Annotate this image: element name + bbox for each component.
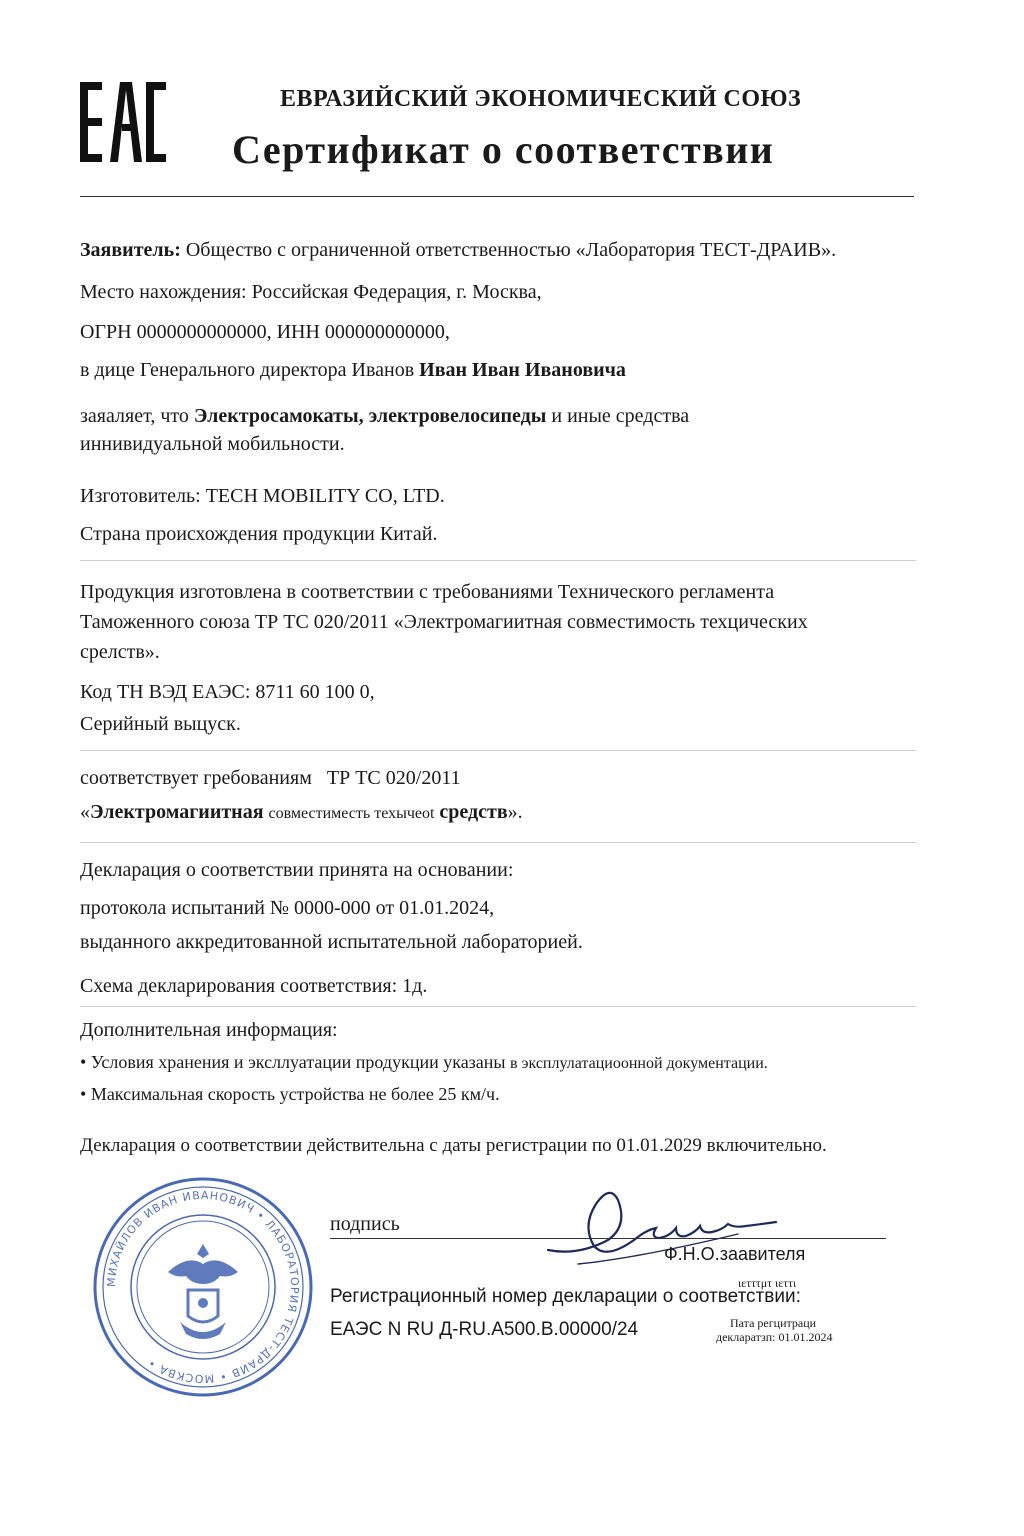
representative-line	[80, 358, 626, 382]
applicant-value: Общество с ограниченной ответственностью «Лаборатория ТЕСТ-ДРАИВ».	[185, 239, 837, 261]
declares-line	[80, 404, 689, 428]
manufacturer-label: Изготовитель:	[80, 485, 201, 507]
reg-date-value: декларатзп: 01.01.2024	[716, 1330, 833, 1344]
signature-label: подпись	[330, 1213, 400, 1235]
conforms-line	[80, 766, 461, 790]
conforms-regulation: ТР ТС 020/2011	[326, 767, 461, 789]
document-title: Сертификат о соответствии	[232, 127, 775, 172]
manufacturer-line	[80, 484, 445, 508]
conforms-regulation-title	[80, 800, 523, 826]
additional-item-text-2: в эксплулатациоонной документации.	[510, 1055, 768, 1072]
additional-heading: Дополнительная информация:	[80, 1019, 338, 1041]
additional-item-text: Условия хранения и эксллуатации продукции указаны	[90, 1052, 506, 1072]
section-divider	[80, 750, 916, 751]
title-divider	[80, 196, 914, 197]
location-label: Место нахождения:	[80, 281, 247, 303]
union-heading: ЕВРАЗИЙСКИЙ ЭКОНОМИЧЕСКИЙ СОЮЗ	[280, 86, 802, 112]
origin-country: Страна происхождения продукции Китай.	[80, 523, 438, 545]
applicant-label: Заявитель:	[80, 239, 181, 261]
production-line-3: срелств».	[80, 641, 160, 663]
representative-name: Иван Иван Ивановича	[419, 359, 626, 381]
reg-small-print: ιετττμτ ιεττι	[738, 1276, 797, 1290]
validity-statement: Декларация о соответствии действительна с даты регистрации по 01.01.2029 включительно.	[80, 1135, 827, 1156]
regulation-title-mid: совместиместь техычеоt	[268, 805, 435, 822]
quote-close: ».	[507, 801, 523, 823]
declaration-scheme: Схема декларирования соответствия: 1д.	[80, 975, 428, 997]
manufacturer-value: TECH MOBILITY CO, LTD.	[205, 485, 445, 507]
additional-item-text: Максимальная скорость устройства не более 25 км/ч.	[90, 1084, 500, 1104]
additional-item	[80, 1050, 768, 1076]
applicant-fio: Ф.Н.О.заавителя	[664, 1244, 806, 1264]
declares-products: Электросамокаты, электровелосипеды	[193, 405, 547, 427]
protocol-issuer: выданного аккредитованной испытательной лабораторией.	[80, 931, 583, 953]
declares-suffix: и иные средства	[551, 405, 690, 427]
section-divider	[80, 842, 916, 843]
regulation-title-bold-2: средств	[439, 801, 508, 823]
regulation-title-bold: Электромагиитная	[90, 801, 264, 823]
svg-text:МИХАЙЛОВ ИВАН ИВАНОВИЧ • ЛАБОР	[105, 1189, 301, 1385]
registration-ids: ОГРН 0000000000000, ИНН 000000000000,	[80, 321, 450, 343]
serial-production: Серийный выцуск.	[80, 713, 241, 735]
location-value: Российская Федерация, г. Москва,	[251, 281, 542, 303]
conforms-prefix: соответствует гребованиям	[80, 767, 312, 789]
production-line-1: Продукция изготовлена в соответствии с требованиями Технического регламента	[80, 581, 775, 603]
eagle-emblem-icon	[168, 1244, 238, 1339]
location-line	[80, 280, 542, 304]
stamp-ring-text: МИХАЙЛОВ ИВАН ИВАНОВИЧ • ЛАБОРАТОРИЯ ТЕСТ-ДРАИВ • МОСКВА •	[104, 1188, 302, 1386]
test-protocol: протокола испытаний № 0000-000 от 01.01.2024,	[80, 897, 495, 919]
production-line-2: Таможенного союза ТР ТС 020/2011 «Электромагиитная совместимость техцических	[80, 611, 808, 633]
section-divider	[80, 1006, 916, 1007]
representative-prefix: в дице Генерального директора Иванов	[80, 359, 415, 381]
hs-code: Код ТН ВЭД ЕАЭС: 8711 60 100 0,	[80, 681, 375, 703]
applicant-line	[80, 238, 836, 262]
section-divider	[80, 560, 916, 561]
declares-line-2: иннивидуальной мобильности.	[80, 433, 345, 455]
reg-date-label: Пата регцитраци	[730, 1316, 817, 1330]
eac-logo	[80, 82, 166, 162]
reg-number-heading: Регистрационный номер декларации о соответствии:	[330, 1286, 801, 1307]
basis-heading: Декларация о соответствии принята на основании:	[80, 859, 514, 881]
official-stamp	[88, 1172, 318, 1402]
reg-number: ЕАЭС N RU Д-RU.A500.B.00000/24	[330, 1319, 639, 1340]
additional-item	[80, 1082, 500, 1106]
declares-prefix: заяаляет, что	[80, 405, 189, 427]
quote-open: «	[80, 801, 90, 823]
